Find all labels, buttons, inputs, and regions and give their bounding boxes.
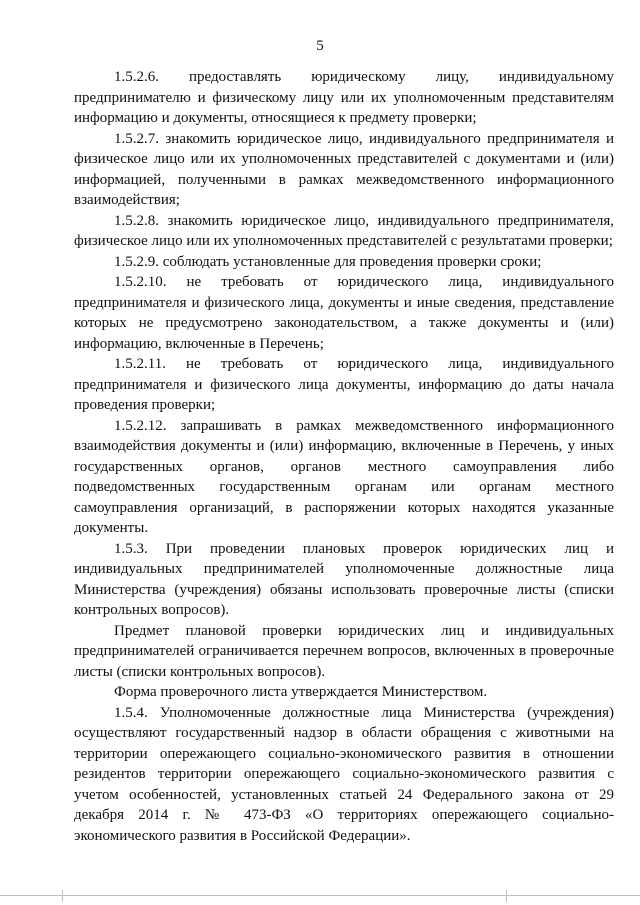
page-bottom-tick-right bbox=[506, 890, 507, 902]
paragraph-1-5-2-9: 1.5.2.9. соблюдать установленные для проведения проверки сроки; bbox=[114, 253, 542, 270]
paragraph-1-5-4: 1.5.4. Уполномоченные должностные лица Министерства (учреждения) осуществляют государственный надзор в области обращения с животными на территории опережающего социально-экономического развития в отношении резидентов территории опережающего социально-экономического развития с учетом особенностей, установленных статьей 24 Федерального закона от 29 декабря 2014 г. № 473-ФЗ «О территориях опережающего социально-экономического развития в Российской Федерации». bbox=[74, 704, 614, 844]
page-bottom-edge bbox=[0, 895, 640, 896]
paragraph-checklist-form: Форма проверочного листа утверждается Министерством. bbox=[114, 684, 488, 700]
paragraph-1-5-2-6: 1.5.2.6. предоставлять юридическому лицу, индивидуальному предпринимателю и физическому лицу или их уполномоченным представителям информацию и документы, относящиеся к предмету проверки; bbox=[74, 69, 614, 126]
paragraph-1-5-2-11: 1.5.2.11. не требовать от юридического лица, индивидуального предпринимателя и физического лица документы, информацию до даты начала проведения проверки; bbox=[74, 356, 614, 413]
page-number: 5 bbox=[316, 38, 324, 54]
page-bottom-tick-left bbox=[62, 890, 63, 902]
paragraph-1-5-3: 1.5.3. При проведении плановых проверок юридических лиц и индивидуальных предпринимателей уполномоченные должностные лица Министерства (учреждения) обязаны использовать проверочные листы (списки контрольных вопросов). bbox=[74, 540, 614, 618]
paragraph-1-5-2-10: 1.5.2.10. не требовать от юридического лица, индивидуального предпринимателя и физического лица, документы и иные сведения, представление которых не предусмотрено законодательством, а также документы и (или) информацию, включенные в Перечень; bbox=[74, 274, 614, 352]
paragraph-1-5-2-8: 1.5.2.8. знакомить юридическое лицо, индивидуального предпринимателя, физическое лицо или их уполномоченных представителей с результатами проверки; bbox=[74, 212, 614, 249]
document-body bbox=[74, 67, 614, 846]
paragraph-1-5-2-7: 1.5.2.7. знакомить юридическое лицо, индивидуального предпринимателя и физическое лицо или их уполномоченных представителей с документами и (или) информацией, полученными в рамках межведомственного информационного взаимодействия; bbox=[74, 130, 614, 208]
paragraph-1-5-2-12: 1.5.2.12. запрашивать в рамках межведомственного информационного взаимодействия документы и (или) информацию, включенные в Перечень, у иных государственных органов, органов местного самоуправления либо подведомственных государственным органам или органам местного самоуправления организаций, в распоряжении которых находятся указанные документы. bbox=[74, 417, 614, 536]
paragraph-inspection-subject: Предмет плановой проверки юридических лиц и индивидуальных предпринимателей ограничивается перечнем вопросов, включенных в проверочные листы (списки контрольных вопросов). bbox=[74, 622, 614, 680]
